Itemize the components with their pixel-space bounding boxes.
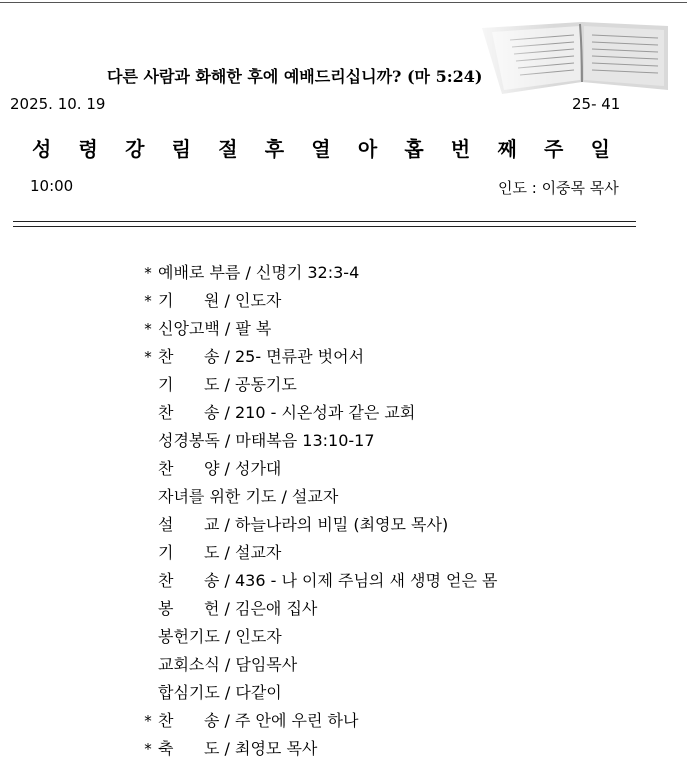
worship-item [140,511,640,539]
worship-item-text: 찬 송 / 25- 면류관 벗어서 [158,347,365,366]
worship-item [140,483,640,511]
worship-item-text: 봉 헌 / 김은애 집사 [158,599,318,618]
worship-item-text: 찬 양 / 성가대 [158,459,282,478]
title-char: 아 [357,136,378,161]
worship-item-text: 봉헌기도 / 인도자 [158,627,282,646]
title-char: 후 [264,136,285,161]
issue-number: 25- 41 [572,95,621,113]
worship-item [140,399,640,427]
worship-item [140,567,640,595]
title-char: 주 [544,136,564,161]
worship-item [140,287,640,315]
service-title [32,133,610,161]
worship-item-text: 찬 송 / 436 - 나 이제 주님의 새 생명 얻은 몸 [158,571,498,590]
title-char: 성 [32,136,52,161]
worship-item-text: 기 원 / 인도자 [158,291,282,310]
worship-item-text: 예배로 부름 / 신명기 32:3-4 [158,263,360,282]
worship-item-text: 설 교 / 하늘나라의 비밀 (최영모 목사) [158,515,449,534]
worship-item-text: 찬 송 / 주 안에 우린 하나 [158,711,359,730]
worship-item-text: 기 도 / 설교자 [158,543,282,562]
worship-item-text: 축 도 / 최영모 목사 [158,739,318,758]
open-bible-icon [462,20,668,98]
service-time: 10:00 [30,177,74,195]
worship-item [140,651,640,679]
stand-marker: * [144,712,152,730]
worship-item [140,455,640,483]
title-char: 홉 [404,136,424,161]
worship-item [140,595,640,623]
title-char: 열 [311,136,331,161]
worship-item-text: 신앙고백 / 팔 복 [158,319,272,338]
worship-item [140,343,640,371]
title-char: 일 [590,136,610,161]
title-char: 강 [125,136,145,161]
title-char: 째 [497,136,517,161]
service-leader: 인도 : 이중목 목사 [498,179,619,197]
worship-item [140,539,640,567]
worship-item [140,427,640,455]
stand-marker: * [144,264,152,282]
worship-item [140,371,640,399]
worship-item [140,735,640,763]
worship-item [140,315,640,343]
title-char: 절 [218,136,238,161]
worship-item [140,707,640,735]
tagline-verse: 다른 사람과 화해한 후에 예배드리십니까? (마 5:24) [107,67,483,86]
title-char: 번 [450,136,471,161]
worship-item-text: 찬 송 / 210 - 시온성과 같은 교회 [158,403,416,422]
stand-marker: * [144,320,152,338]
worship-item [140,259,640,287]
worship-item [140,679,640,707]
stand-marker: * [144,292,152,310]
top-rule [0,2,687,3]
title-char: 림 [171,136,191,161]
worship-item-text: 합심기도 / 다같이 [158,683,282,702]
double-divider [13,221,636,227]
worship-item-text: 기 도 / 공동기도 [158,375,297,394]
worship-item [140,623,640,651]
worship-item-text: 자녀를 위한 기도 / 설교자 [158,487,339,506]
worship-item-text: 성경봉독 / 마태복음 13:10-17 [158,431,375,450]
service-date: 2025. 10. 19 [10,95,106,113]
stand-marker: * [144,740,152,758]
order-of-worship [140,259,640,763]
stand-marker: * [144,348,152,366]
title-char: 령 [78,136,98,161]
worship-item-text: 교회소식 / 담임목사 [158,655,298,674]
